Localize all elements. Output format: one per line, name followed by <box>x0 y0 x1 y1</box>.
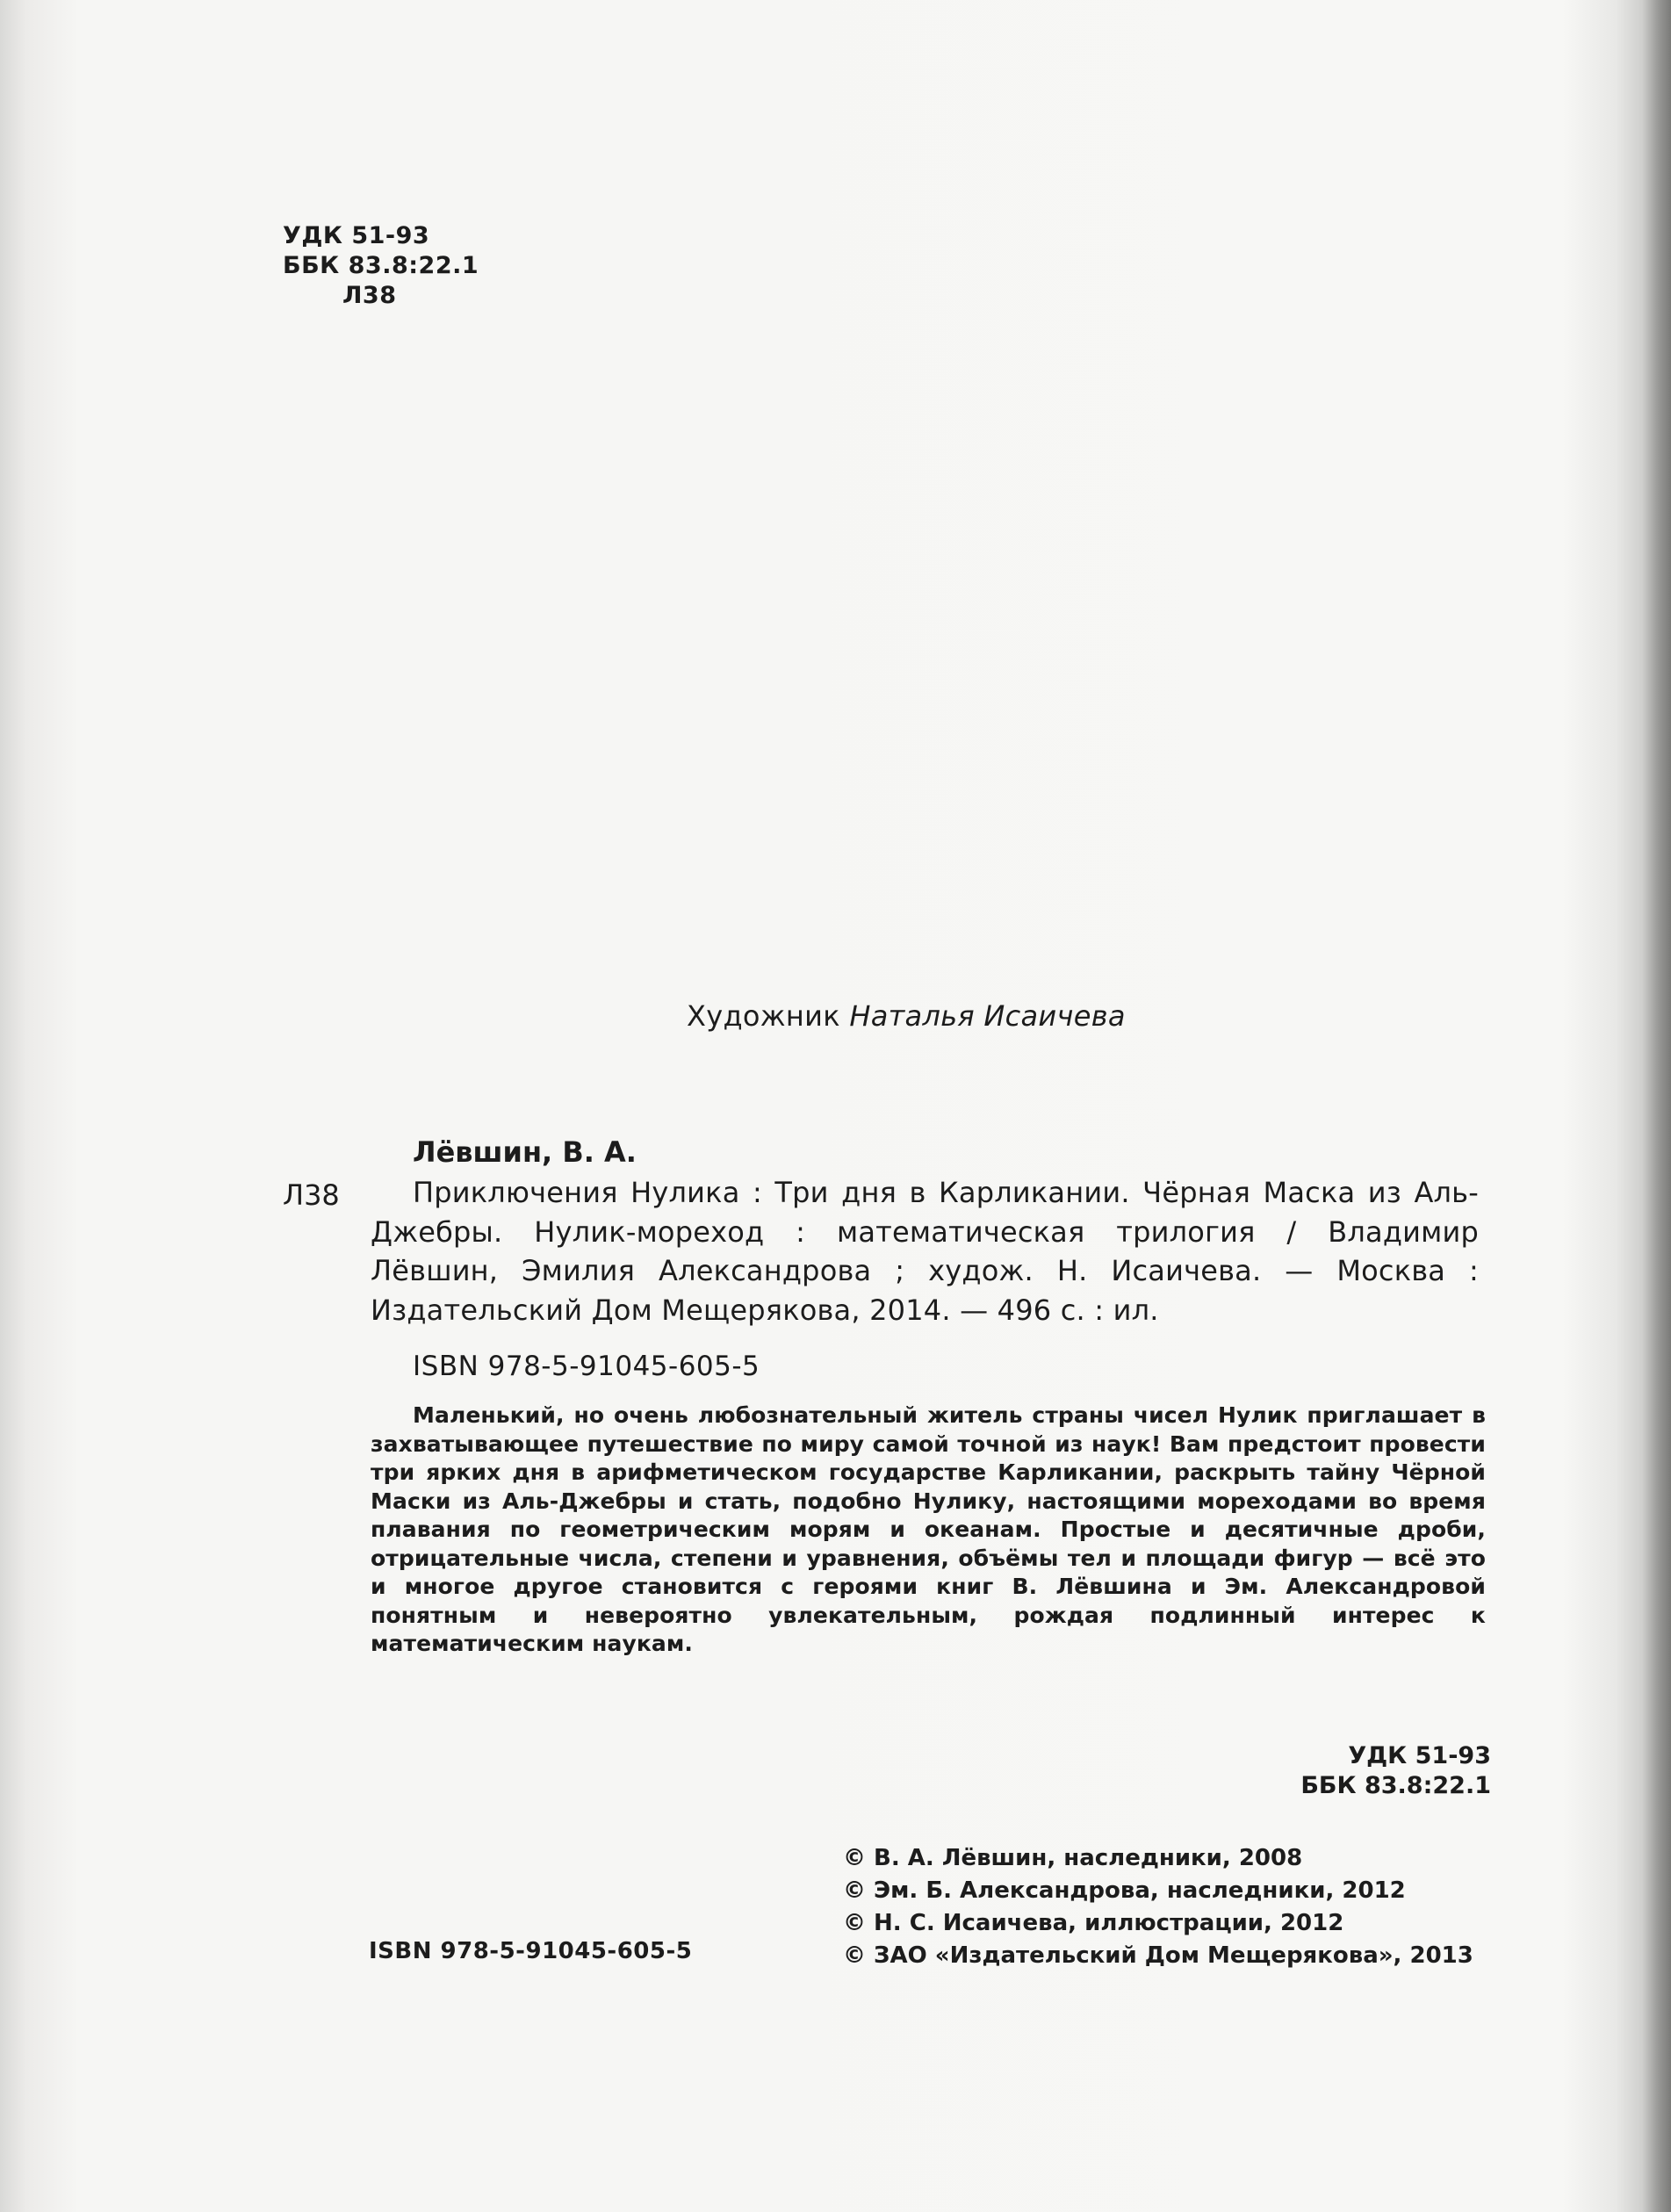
annotation: Маленький, но очень любознательный житель страны чисел Нулик приглашает в захватывающее путешествие по миру самой точной из наук! Вам предстоит провести три ярких дня в арифметическом государстве Карликании, раскрыть тайну Чёрной Маски из Аль-Джебры и стать, подобно Нулику, настоящими мореходами во время плавания по геометрическим морям и океанам. Простые и десятичные дроби, отрицательные числа, степени и уравнения, объёмы тел и площади фигур — всё это и многое другое становится с героями книг В. Лёвшина и Эм. Александровой понятным и невероятно увлекательным, рождая подлинный интерес к математическим наукам. <box>371 1402 1486 1656</box>
artist-credit <box>687 999 1126 1033</box>
copyright-line: © ЗАО «Издательский Дом Мещерякова», 2013 <box>843 1942 1473 1969</box>
udk-code-bottom: УДК 51-93 <box>1348 1742 1491 1769</box>
copyright-line: © Эм. Б. Александрова, наследники, 2012 <box>843 1877 1406 1904</box>
isbn: ISBN 978-5-91045-605-5 <box>413 1351 760 1382</box>
bibliographic-description: Приключения Нулика : Три дня в Карликании. Чёрная Маска из Аль-Джебры. Нулик-мореход : математическая трилогия / Владимир Лёвшин, Эмилия Александрова ; худож. Н. Исаичева. — Москва : Издательский Дом Мещерякова, 2014. — 496 с. : ил. <box>371 1176 1479 1327</box>
copyright-line: © В. А. Лёвшин, наследники, 2008 <box>843 1845 1303 1871</box>
artist-label: Художник <box>687 999 840 1033</box>
artist-name: Наталья Исаичева <box>849 999 1126 1033</box>
udk-code: УДК 51-93 <box>283 222 430 249</box>
top-classification <box>283 221 479 311</box>
copyright-line: © Н. С. Исаичева, иллюстрации, 2012 <box>843 1910 1344 1936</box>
author-heading: Лёвшин, В. А. <box>413 1135 637 1169</box>
bbk-code-bottom: ББК 83.8:22.1 <box>1300 1772 1491 1799</box>
author-sign: Л38 <box>342 282 397 309</box>
bbk-code: ББК 83.8:22.1 <box>283 252 479 279</box>
bottom-classification <box>1247 1741 1491 1801</box>
isbn-footer: ISBN 978-5-91045-605-5 <box>369 1938 693 1964</box>
author-sign-margin: Л38 <box>283 1178 340 1212</box>
copyright-list <box>843 1842 1473 1972</box>
